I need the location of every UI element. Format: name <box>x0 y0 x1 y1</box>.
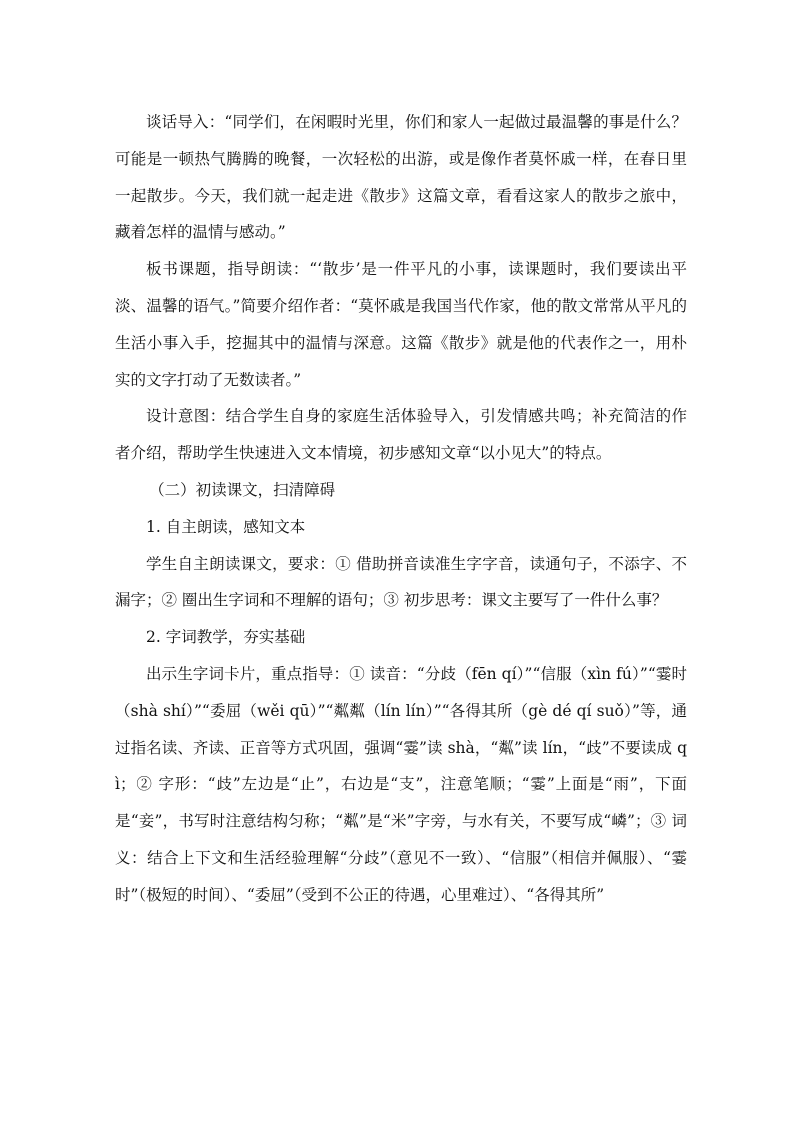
document-body <box>115 104 687 914</box>
section-heading-first-reading: （二）初读课文，扫清障碍 <box>149 480 336 499</box>
paragraph-reading-requirements: 学生自主朗读课文，要求：① 借助拼音读准生字字音，读通句子，不添字、不漏字；② 圈出生字词和不理解的语句；③ 初步思考：课文主要写了一件什么事？ <box>115 554 687 610</box>
paragraph-design-intent: 设计意图：结合学生自身的家庭生活体验导入，引发情感共鸣；补充简洁的作者介绍，帮助学生快速进入文本情境，初步感知文章“以小见大”的特点。 <box>115 407 687 463</box>
paragraph-title-reading-author: 板书课题，指导朗读：“‘散步’是一件平凡的小事，读课题时，我们要读出平淡、温馨的语气。”简要介绍作者：“莫怀戚是我国当代作家，他的散文常常从平凡的生活小事入手，挖掘其中的温情与深意。这篇《散步》就是他的代表作之一，用朴实的文字打动了无数读者。” <box>115 260 687 389</box>
paragraph-vocabulary-details: 出示生字词卡片，重点指导：① 读音：“分歧（fēn qí）”“信服（xìn fú）”“霎时（shà shí）”“委屈（wěi qū）”“粼粼（lín lín）”“各得其所（gè dé qí suǒ）”等，通过指名读、齐读、正音等方式巩固，强调“霎”读 shà，“粼”读 lín，“歧”不要读成 qì；② 字形：“歧”左边是“止”，右边是“支”，注意笔顺；“霎”上面是“雨”，下面是“妾”，书写时注意结构匀称；“粼”是“米”字旁，与水有关，不要写成“嶙”；③ 词义：结合上下文和生活经验理解“分歧”（意见不一致）、“信服”（相信并佩服）、“霎时”（极短的时间）、“委屈”（受到不公正的待遇，心里难过）、“各得其所” <box>115 664 687 904</box>
paragraph-lesson-intro: 谈话导入：“同学们，在闲暇时光里，你们和家人一起做过最温馨的事是什么？可能是一顿热气腾腾的晚餐，一次轻松的出游，或是像作者莫怀戚一样，在春日里一起散步。今天，我们就一起走进《散步》这篇文章，看看这家人的散步之旅中，藏着怎样的温情与感动。” <box>115 113 687 242</box>
subheading-vocabulary-teaching: 2. 字词教学，夯实基础 <box>146 628 306 647</box>
subheading-self-reading: 1. 自主朗读，感知文本 <box>146 517 306 536</box>
